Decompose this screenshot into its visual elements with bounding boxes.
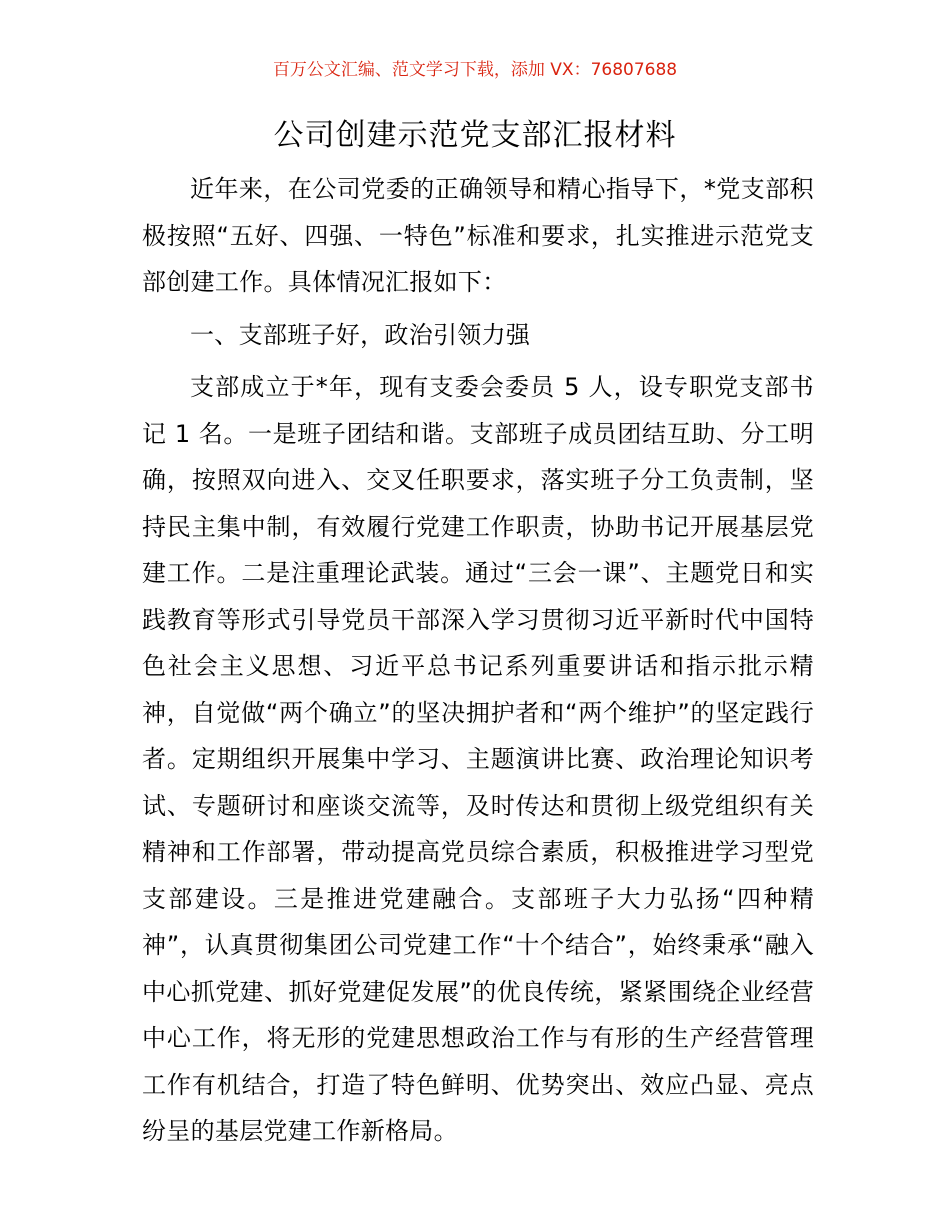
document-title: 公司创建示范党支部汇报材料 (273, 118, 677, 153)
watermark-header: 百万公文汇编、范文学习下载，添加 VX：76807688 (272, 60, 678, 80)
document-body (142, 166, 814, 1155)
intro-paragraph: 近年来，在公司党委的正确领导和精心指导下，*党支部积极按照“五好、四强、一特色”标准和要求，扎实推进示范党支部创建工作。具体情况汇报如下： (142, 175, 814, 296)
section-heading: 一、支部班子好，政治引领力强 (190, 320, 531, 349)
section-paragraph: 支部成立于*年，现有支委会委员 5 人，设专职党支部书记 1 名。一是班子团结和谐。支部班子成员团结互助、分工明确，按照双向进入、交叉任职要求，落实班子分工负责制，坚持民主集中制，有效履行党建工作职责，协助书记开展基层党建工作。二是注重理论武装。通过“三会一课”、主题党日和实践教育等形式引导党员干部深入学习贯彻习近平新时代中国特色社会主义思想、习近平总书记系列重要讲话和指示批示精神，自觉做“两个确立”的坚决拥护者和“两个维护”的坚定践行者。定期组织开展集中学习、主题演讲比赛、政治理论知识考试、专题研讨和座谈交流等，及时传达和贯彻上级党组织有关精神和工作部署，带动提高党员综合素质，积极推进学习型党支部建设。三是推进党建融合。支部班子大力弘扬“四种精神”，认真贯彻集团公司党建工作“十个结合”，始终秉承“融入中心抓党建、抓好党建促发展”的优良传统，紧紧围绕企业经营中心工作，将无形的党建思想政治工作与有形的生产经营管理工作有机结合，打造了特色鲜明、优势突出、效应凸显、亮点纷呈的基层党建工作新格局。 (142, 373, 814, 1145)
